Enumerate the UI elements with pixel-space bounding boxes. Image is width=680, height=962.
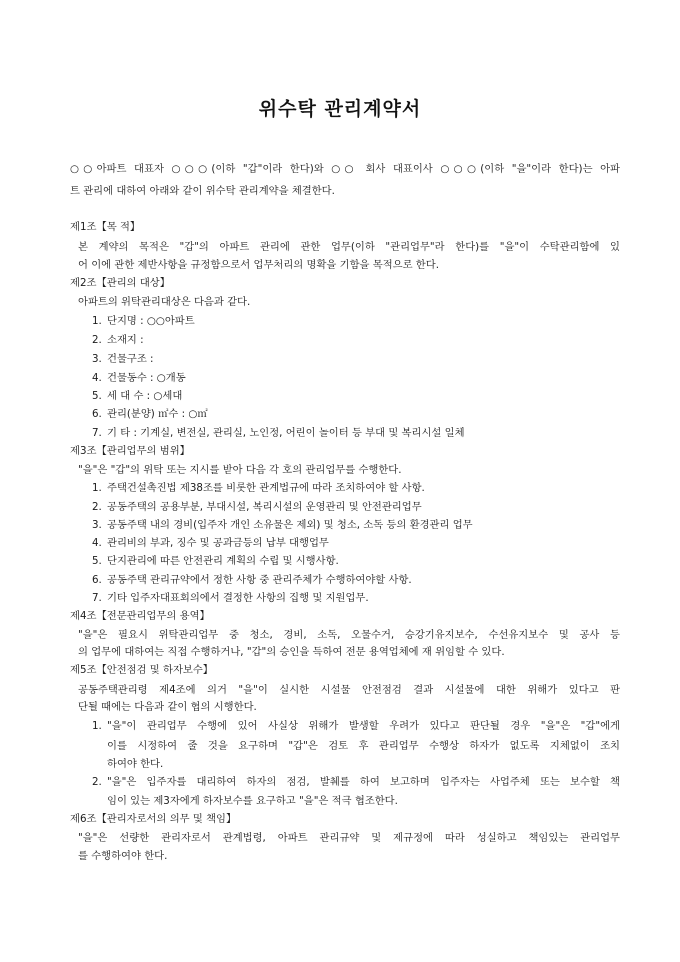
list-item-line: 하여야 한다. [107, 758, 164, 770]
document-title: 위수탁 관리계약서 [258, 98, 422, 120]
list-item: 5. 세 대 수 : ○세대 [92, 390, 183, 402]
list-item: 3. 건물구조 : [92, 353, 154, 365]
list-item: 5. 단지관리에 따른 안전관리 계획의 수립 및 시행사항. [92, 555, 339, 567]
article-3-heading: 제3조【관리업무의 범위】 [70, 445, 190, 457]
intro-line: ○○아파트 대표자 ○○○(이하 "갑"이라 한다)와 ○○ 회사 대표이사 ○○○(이하 "을"이라 한다)는 아파 [70, 163, 620, 175]
list-item: 2. 소재지 : [92, 334, 144, 346]
list-item: 1. 주택건설촉진법 제38조를 비롯한 관계법규에 따라 조치하여야 할 사항. [92, 482, 425, 494]
article-3-lead: "을"은 "갑"의 위탁 또는 지시를 받아 다음 각 호의 관리업무를 수행한다. [78, 464, 402, 476]
list-item-number: 1. [92, 720, 102, 732]
article-1-body-line: 본 계약의 목적은 "갑"의 아파트 관리에 관한 업무(이하 "관리업무"라 한다)를 "을"이 수탁관리함에 있 [78, 241, 620, 253]
list-item: 3. 공동주택 내의 경비(입주자 개인 소유물은 제외) 및 청소, 소독 등의 환경관리 업무 [92, 519, 473, 531]
article-5-heading: 제5조【안전점검 및 하자보수】 [70, 664, 214, 676]
article-6-body-line: 를 수행하여야 한다. [78, 850, 168, 862]
article-1-heading: 제1조【목 적】 [70, 221, 141, 233]
list-item: 7. 기타 입주자대표회의에서 결정한 사항의 집행 및 지원업무. [92, 592, 369, 604]
article-4-heading: 제4조【전문관리업무의 용역】 [70, 610, 210, 622]
list-item-line: "을"이 관리업무 수행에 있어 사실상 위해가 발생할 우려가 있다고 판단될 경우 "을"은 "갑"에게 [107, 720, 620, 732]
article-5-body-line: 공동주택관리령 제4조에 의거 "을"이 실시한 시설물 안전점검 결과 시설물에 대한 위해가 있다고 판 [78, 684, 620, 696]
article-6-heading: 제6조【관리자로서의 의무 및 책임】 [70, 813, 237, 825]
article-1-body-line: 어 이에 관한 제반사항을 규정함으로서 업무처리의 명확을 기함을 목적으로 한다. [78, 259, 439, 271]
list-item: 6. 관리(분양) ㎡수 : ○㎡ [92, 408, 208, 420]
list-item: 4. 관리비의 부과, 징수 및 공과금등의 납부 대행업무 [92, 537, 329, 549]
list-item-line: 이를 시정하여 줄 것을 요구하며 "갑"은 검토 후 관리업무 수행상 하자가 없도록 지체없이 조치 [107, 740, 620, 752]
list-item-line: "을"은 입주자를 대리하여 하자의 점검, 발췌를 하여 보고하며 입주자는 사업주체 또는 보수할 책 [107, 776, 620, 788]
list-item: 2. 공동주택의 공용부분, 부대시설, 복리시설의 운영관리 및 안전관리업무 [92, 501, 422, 513]
article-5-body-line: 단될 때에는 다음과 같이 협의 시행한다. [78, 701, 257, 713]
list-item: 6. 공동주택 관리규약에서 정한 사항 중 관리주체가 수행하여야할 사항. [92, 574, 412, 586]
list-item: 1. 단지명 : ○○아파트 [92, 315, 195, 327]
article-4-body-line: 의 업무에 대하여는 직접 수행하거나, "갑"의 승인을 득하여 전문 용역업체에 재 위임할 수 있다. [78, 646, 505, 658]
article-2-heading: 제2조【관리의 대상】 [70, 277, 171, 289]
list-item-number: 2. [92, 776, 102, 788]
article-6-body-line: "을"은 선량한 관리자로서 관계법령, 아파트 관리규약 및 제규정에 따라 성실하고 책임있는 관리업무 [78, 832, 620, 844]
intro-line: 트 관리에 대하여 아래와 같이 위수탁 관리계약을 체결한다. [70, 185, 335, 197]
list-item: 7. 기 타 : 기계실, 변전실, 관리실, 노인정, 어린이 놀이터 등 부대 및 복리시설 일체 [92, 427, 465, 439]
list-item: 4. 건물동수 : ○개동 [92, 372, 186, 384]
article-2-lead: 아파트의 위탁관리대상은 다음과 같다. [78, 296, 251, 308]
article-4-body-line: "을"은 필요시 위탁관리업무 중 청소, 경비, 소독, 오물수거, 승강기유지보수, 수선유지보수 및 공사 등 [78, 629, 620, 641]
list-item-line: 임이 있는 제3자에게 하자보수를 요구하고 "을"은 적극 협조한다. [107, 795, 398, 807]
